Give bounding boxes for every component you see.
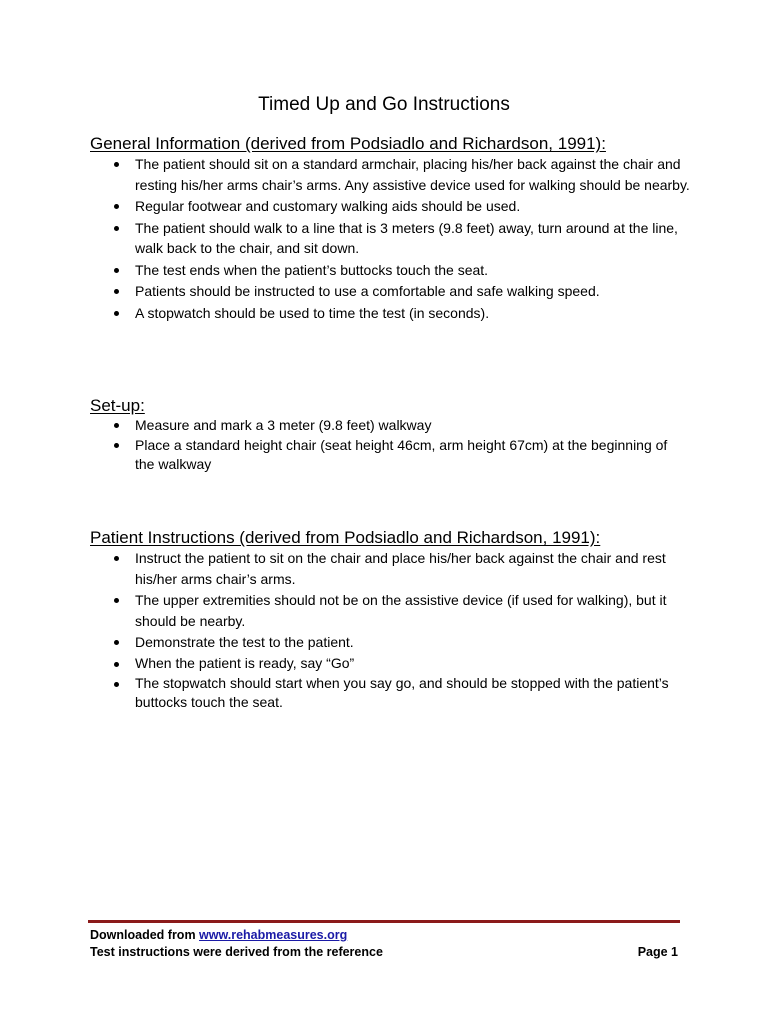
list-item	[90, 154, 690, 195]
list-item	[90, 590, 690, 631]
list-item	[90, 416, 690, 435]
bullet-icon	[114, 662, 119, 667]
list-item	[90, 654, 690, 673]
bullet-icon	[114, 640, 119, 645]
list-item-text: Place a standard height chair (seat height 46cm, arm height 67cm) at the beginning of the walkway	[135, 437, 668, 472]
list-item-text: Demonstrate the test to the patient.	[135, 634, 354, 650]
bullet-icon	[114, 289, 119, 294]
bullet-icon	[114, 598, 119, 603]
list-item-text: Regular footwear and customary walking aids should be used.	[135, 198, 521, 214]
list-item	[90, 436, 690, 474]
rehabmeasures-link[interactable]: www.rehabmeasures.org	[199, 928, 348, 942]
list-item-text: A stopwatch should be used to time the test (in seconds).	[135, 304, 490, 321]
footer-download-prefix: Downloaded from	[90, 928, 200, 942]
list-item-text: The patient should walk to a line that is 3 meters (9.8 feet) away, turn around at the line, walk back to the chair, and sit down.	[135, 219, 678, 256]
list-item-text: When the patient is ready, say “Go”	[135, 654, 355, 671]
bullet-icon	[114, 443, 119, 448]
list-item-text: Measure and mark a 3 meter (9.8 feet) walkway	[135, 417, 432, 433]
list-item	[90, 548, 690, 589]
bullet-icon	[114, 268, 119, 273]
bullet-icon	[114, 162, 119, 167]
patient-instructions-heading: Patient Instructions (derived from Podsiadlo and Richardson, 1991):	[90, 528, 601, 547]
list-item	[90, 632, 690, 653]
document-title: Timed Up and Go Instructions	[258, 94, 510, 115]
footer-divider	[88, 920, 680, 923]
bullet-icon	[114, 311, 119, 316]
bullet-icon	[114, 423, 119, 428]
bullet-icon	[114, 204, 119, 209]
setup-heading: Set-up:	[90, 396, 145, 415]
general-information-section	[90, 134, 690, 324]
general-information-heading: General Information (derived from Podsiadlo and Richardson, 1991):	[90, 134, 606, 153]
patient-instructions-list	[90, 548, 690, 712]
list-item-text: The stopwatch should start when you say go, and should be stopped with the patient’s buttocks touch the seat.	[135, 674, 669, 710]
list-item	[90, 196, 690, 217]
list-item-text: The upper extremities should not be on the assistive device (if used for walking), but it should be nearby.	[135, 592, 667, 629]
patient-instructions-section	[90, 528, 690, 713]
setup-list	[90, 416, 690, 474]
list-item	[90, 260, 690, 281]
footer-note-row	[90, 944, 678, 961]
list-item	[90, 303, 690, 324]
list-item-text: The test ends when the patient’s buttocks touch the seat.	[135, 261, 489, 278]
list-item-text: Instruct the patient to sit on the chair and place his/her back against the chair and rest his/her arms chair’s arms.	[135, 550, 666, 587]
page-number: Page 1	[637, 945, 678, 959]
list-item-text: Patients should be instructed to use a comfortable and safe walking speed.	[135, 283, 600, 299]
bullet-icon	[114, 556, 119, 561]
footer-note: Test instructions were derived from the reference	[90, 945, 383, 959]
list-item	[90, 674, 690, 712]
list-item	[90, 281, 690, 302]
bullet-icon	[114, 226, 119, 231]
general-information-list	[90, 154, 690, 323]
page-footer	[90, 927, 678, 961]
bullet-icon	[114, 682, 119, 687]
setup-section	[90, 396, 690, 475]
list-item-text: The patient should sit on a standard armchair, placing his/her back against the chair and resting his/her arms chair’s arms. Any assistive device used for walking should be nearby.	[135, 156, 690, 193]
list-item	[90, 218, 690, 259]
footer-download-line	[90, 927, 678, 944]
